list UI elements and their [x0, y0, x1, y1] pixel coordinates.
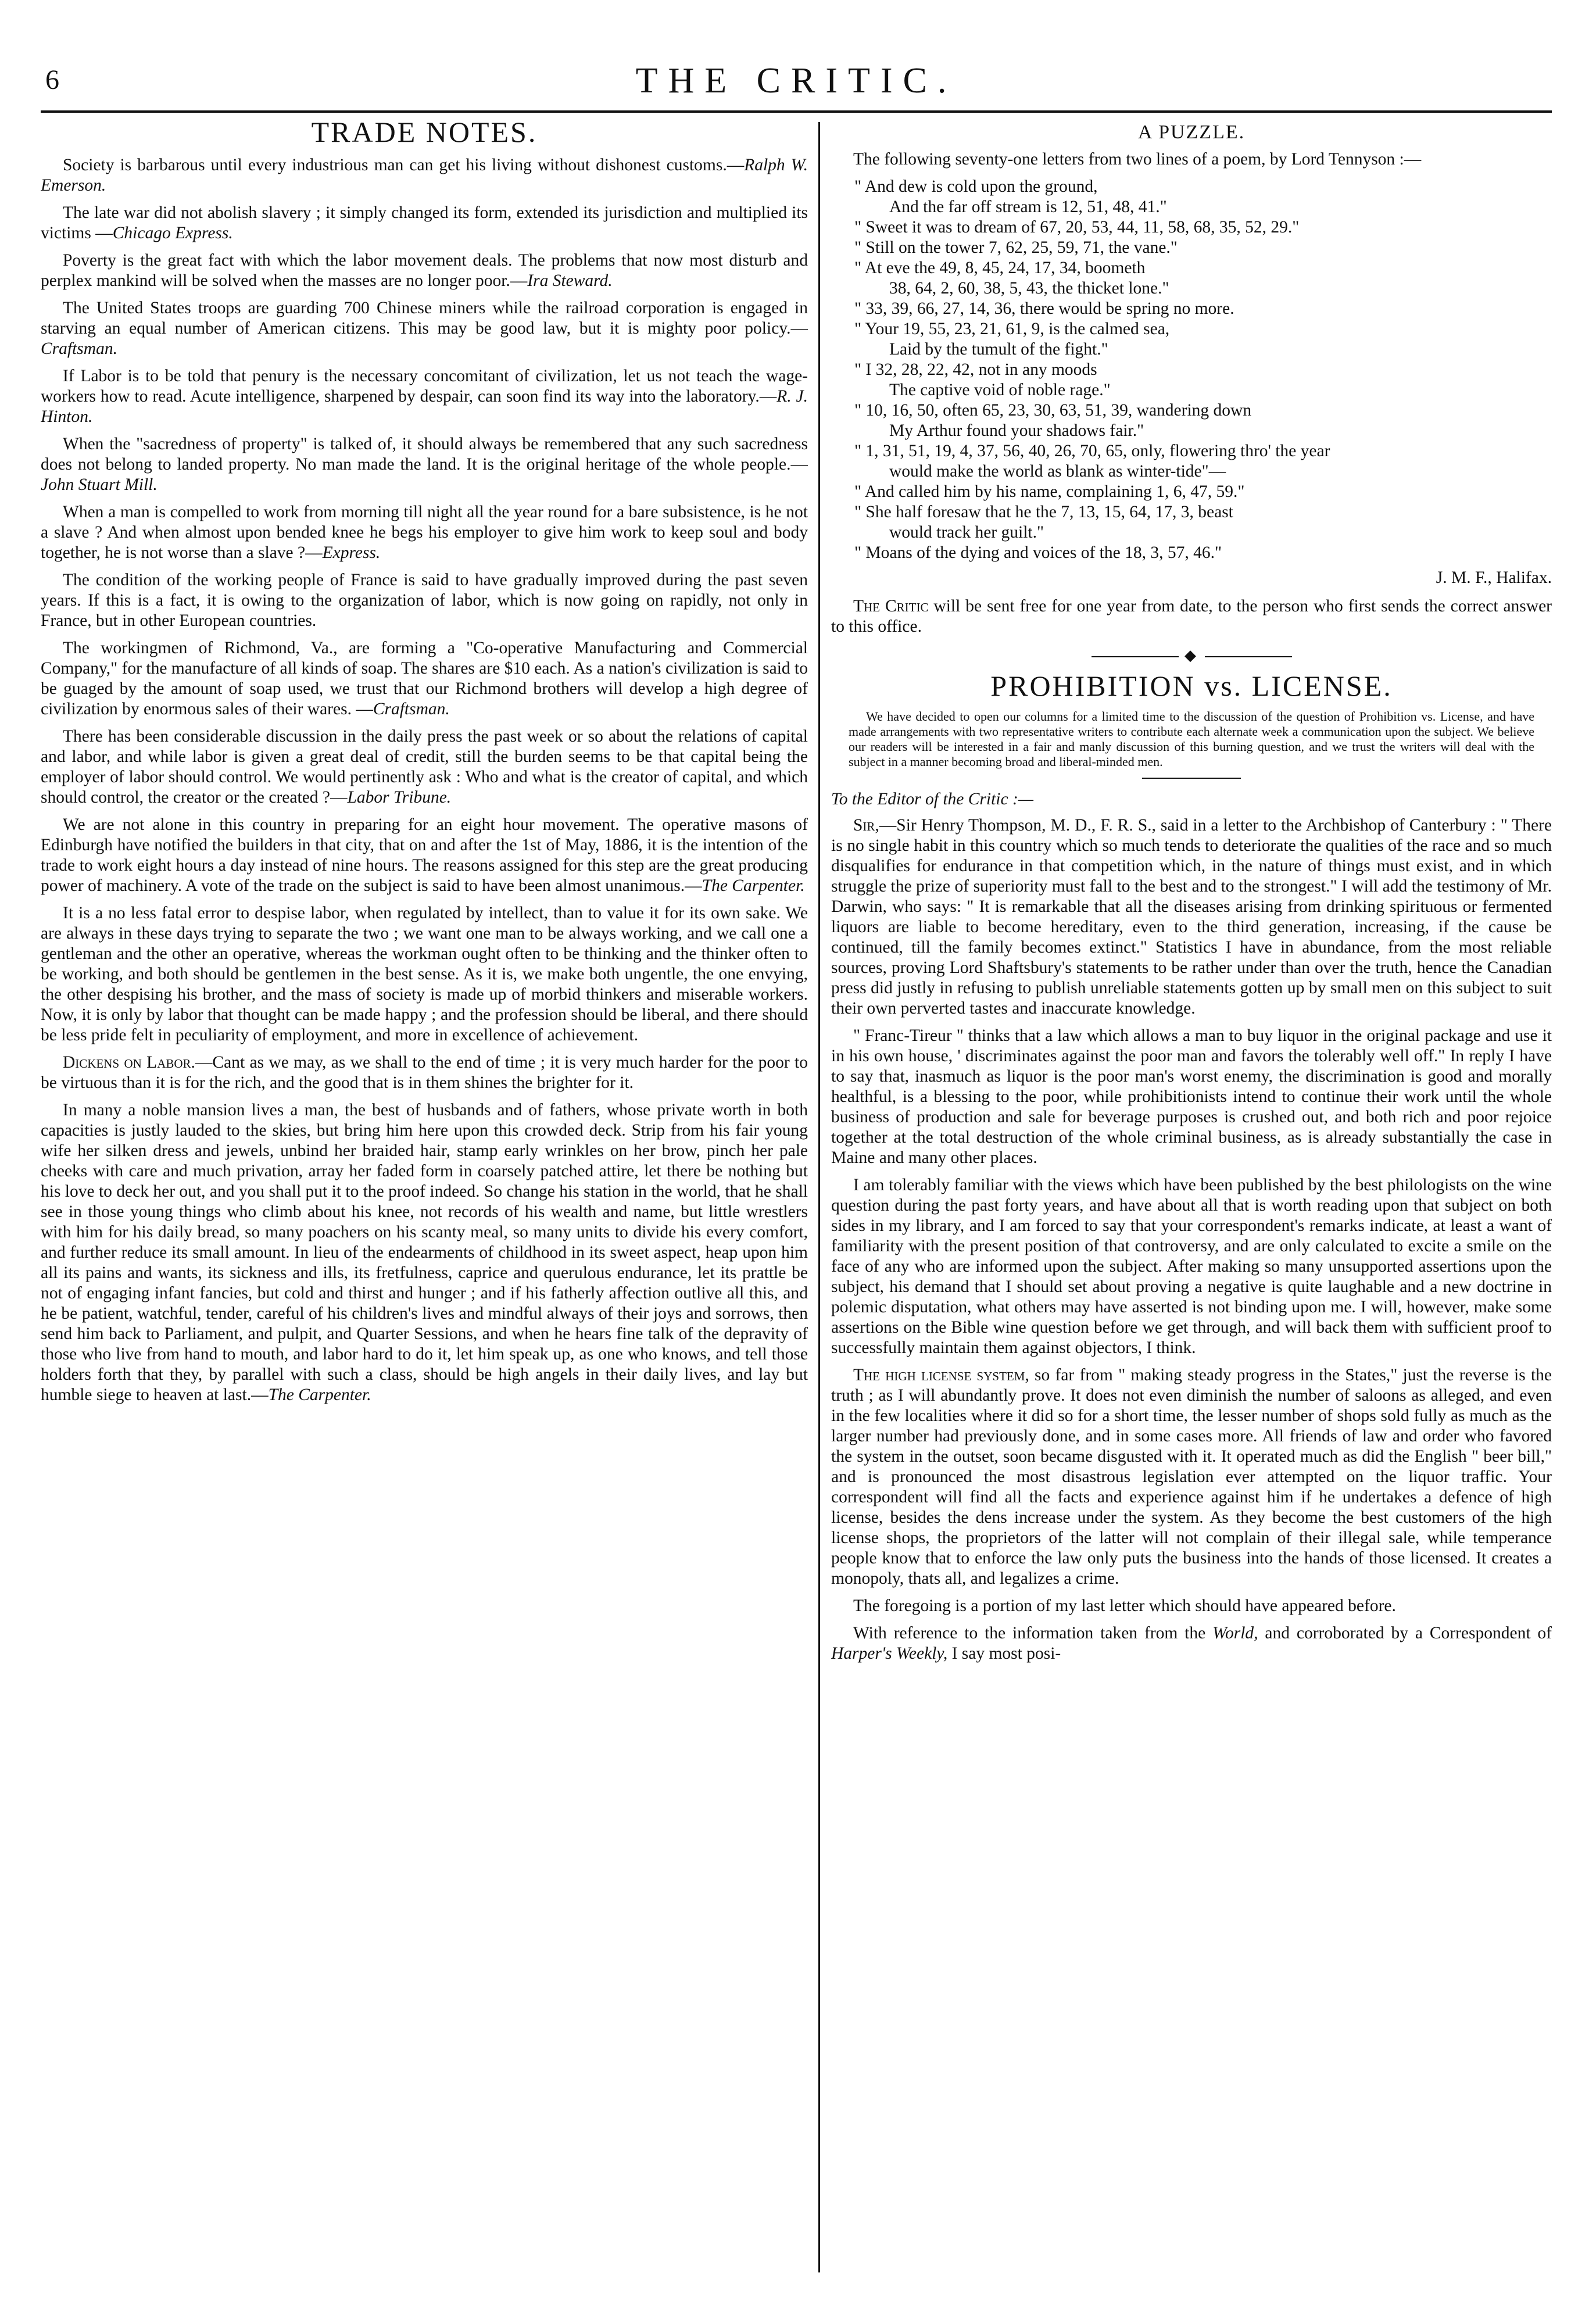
puzzle-line: would make the world as blank as winter-tide"— — [889, 462, 1226, 481]
trade-notes-list — [41, 155, 808, 1046]
right-column — [831, 122, 1552, 2272]
dickens-paragraph — [41, 1053, 808, 1093]
letter-paragraph-4 — [831, 1365, 1552, 1589]
column-divider — [818, 122, 820, 2272]
puzzle-line: And the far off stream is 12, 51, 48, 41." — [889, 198, 1167, 216]
left-column — [41, 122, 808, 2272]
trade-note-source: Labor Tribune. — [347, 788, 452, 807]
puzzle-intro: The following seventy-one letters from two lines of a poem, by Lord Tennyson :— — [853, 150, 1422, 169]
trade-note-item — [41, 366, 808, 427]
trade-note-item — [41, 726, 808, 808]
trade-note-source: R. J. Hinton. — [41, 387, 808, 426]
trade-note-text: The United States troops are guarding 700 Chinese miners while the railroad corporation is engaged in starving an equal number of American citizens. This may be good law, but it is mighty poor policy.— — [41, 299, 808, 338]
puzzle-line: " Your 19, 55, 23, 21, 61, 9, is the calmed sea, — [854, 320, 1170, 338]
puzzle-line: Laid by the tumult of the fight." — [889, 340, 1108, 359]
letter-text-1: —Sir Henry Thompson, M. D., F. R. S., said in a letter to the Archbishop of Canterbury : " There is no single habit in this country which so much tends to deteriorate the qualities of the race and so much disqualifies for endurance in that competition which, in the nature of things must exist, and in which struggle the prize of superiority must fall to the best and to the strongest." I will add the testimony of Mr. Darwin, who says: " It is remarkable that all the diseases arising from drinking spirituous or fermented liquors are liable to become hereditary, even to the third generation, increasing, if the cause be continued, till the family becomes extinct." Statistics I have in abundance, from the most reliable sources, proving Lord Shaftsbury's statements to be rather under than over the truth, hence the Canadian press did justly in refusing to publish unreliable statements gotten up by small men on this subject to suit their own perverted tastes and inaccurate knowledge. — [831, 816, 1552, 1018]
puzzle-line: " 33, 39, 66, 27, 14, 36, there would be spring no more. — [854, 299, 1234, 318]
puzzle-line: " Sweet it was to dream of 67, 20, 53, 44, 11, 58, 68, 35, 52, 29." — [854, 218, 1300, 237]
trade-note-text: When the "sacredness of property" is talked of, it should always be remembered that any such sacredness does not belong to landed property. No man made the land. It is the original heritage of the whole people.— — [41, 435, 808, 474]
trade-note-source: Ralph W. Emerson. — [41, 156, 808, 195]
trade-note-source: Express. — [322, 543, 381, 562]
puzzle-line: " Still on the tower 7, 62, 25, 59, 71, the vane." — [854, 238, 1178, 257]
trade-note-text: It is a no less fatal error to despise labor, when regulated by intellect, than to value it for its own sake. We are always in these days trying to separate the two ; we want one man to be always working, and we call one a gentleman and the other an operative, whereas the workman ought often to be thinking and the thinker often to be working, and both should be gentlemen in the best sense. As it is, we make both ungentle, the one envying, the other despising his brother, and the mass of society is made up of morbid thinkers and miserable workers. Now, it is only by labor that thought can be made happy ; and the profession should be liberal, and there should be less pride felt in peculiarity of employment, and more in excellence of achievement. — [41, 904, 808, 1044]
trade-note-text: The condition of the working people of France is said to have gradually improved during the past seven years. If this is a fact, it is owing to the organization of labor, which is now going on rapidly, not only in France, but in other European countries. — [41, 571, 808, 630]
short-rule — [1142, 778, 1241, 779]
section-ornament: ◆ — [831, 645, 1552, 665]
trade-note-item — [41, 570, 808, 631]
letter-paragraph-1 — [831, 815, 1552, 1019]
puzzle-line: " And called him by his name, complaining 1, 6, 47, 59." — [854, 482, 1245, 501]
salutation: To the Editor of the Critic :— — [831, 790, 1034, 808]
puzzle-signature: J. M. F., Halifax. — [1436, 568, 1552, 587]
puzzle-line: " 10, 16, 50, often 65, 23, 30, 63, 51, 39, wandering down — [854, 401, 1252, 420]
letter-paragraph-2: " Franc-Tireur " thinks that a law which allows a man to buy liquor in the original package and use it in his own house, ' discriminates against the poor man and favors the tolerably well off." In reply I have to say that, inasmuch as liquor is the poor man's worst enemy, the discrimination is good and morally healthful, is a blessing to the poor, while prohibitionists intend to continue their work until the whole business of production and sale for beverage purposes is crushed out, and both rich and poor rejoice together at the total destruction of the whole criminal business, as is already substantially the case in Maine and many other places. — [831, 1026, 1552, 1167]
letter-text-6a: With reference to the information taken from the — [853, 1624, 1213, 1642]
puzzle-note-text: will be sent free for one year from date, to the person who first sends the correct answer to this office. — [831, 597, 1552, 636]
puzzle-line: " At eve the 49, 8, 45, 24, 17, 34, boometh — [854, 259, 1146, 277]
dickens-source: The Carpenter. — [268, 1386, 371, 1404]
trade-note-item — [41, 502, 808, 563]
puzzle-line: " Moans of the dying and voices of the 18, 3, 57, 46." — [854, 543, 1222, 562]
trade-note-item — [41, 155, 808, 196]
letter-text-4: so far from " making steady progress in the States," just the reverse is the truth ; as I will abundantly prove. It does not even diminish the number of saloons as alleged, and even in the few localities where it did so for a short time, the lesser number of shops sold fully as much as the larger number had previously done, and in some cases more. All friends of law and order who favored the system in the outset, soon became disgusted with it. It operated much as did the English " beer bill," and is pronounced the most disastrous legislation ever attempted on the liquor traffic. Your correspondent will find all the facts and experience against him if he undertakes a defence of high license, besides the dens increase under the system. As they become the best customers of the high license shops, the proprietors of the latter will not complain of their illegal sale, while temperance people know that to enforce the law only puts the business into the hands of those licensed. It creates a monopoly, thats all, and legalizes a crime. — [831, 1366, 1552, 1588]
trade-note-item — [41, 903, 808, 1046]
puzzle-poem — [854, 177, 1552, 563]
trade-note-text: Society is barbarous until every industrious man can get his living without dishonest customs.— — [63, 156, 745, 174]
letter-text-6c: I say most posi- — [947, 1644, 1061, 1663]
trade-notes-heading: TRADE NOTES. — [311, 122, 538, 148]
trade-note-text: The late war did not abolish slavery ; it simply changed its form, extended its jurisdiction and multiplied its victims — — [41, 203, 808, 242]
trade-note-text: We are not alone in this country in preparing for an eight hour movement. The operative masons of Edinburgh have notified the builders in that city, that on and after the 1st of May, 1886, it is the intention of the trade to work eight hours a day instead of nine hours. The reasons assigned for this step are the great producing power of machinery. A vote of the trade on the subject is said to have been almost unanimous.— — [41, 815, 808, 895]
trade-note-item — [41, 638, 808, 720]
puzzle-note — [831, 596, 1552, 637]
dickens-lead: Dickens on Labor. — [63, 1053, 195, 1072]
puzzle-line: " I 32, 28, 22, 42, not in any moods — [854, 360, 1097, 379]
page-number: 6 — [45, 65, 59, 95]
trade-note-source: John Stuart Mill. — [41, 475, 158, 494]
puzzle-note-lead: The Critic — [853, 597, 929, 615]
puzzle-line: " And dew is cold upon the ground, — [854, 177, 1098, 196]
trade-note-text: When a man is compelled to work from morning till night all the year round for a bare subsistence, is he not a slave ? And when almost upon bended knee he begs his employer to give him work to keep soul and body together, he is not worse than a slave ?— — [41, 503, 808, 562]
dickens-text: —Cant as we may, as we shall to the end of time ; it is very much harder for the poor to be virtuous than it is for the rich, and the good that is in them shines the brighter for it. — [41, 1053, 808, 1092]
masthead — [41, 58, 1552, 113]
letter-text-6b: and corroborated by a Correspondent of — [1258, 1624, 1552, 1642]
puzzle-line: would track her guilt." — [889, 523, 1044, 542]
trade-note-source: Chicago Express. — [112, 224, 233, 242]
paper-title: THE CRITIC. — [635, 61, 957, 101]
letter-paragraph-3: I am tolerably familiar with the views which have been published by the best philologists on the wine question during the past forty years, and have about all that is worth reading upon that subject on both sides in my library, and I am forced to say that your correspondent's remarks indicate, at least a want of familiarity with the present position of that controversy, and are only calculated to excite a smile on the face of any who are informed upon the subject. After making so many unsupported assertions upon the subject, his demand that I should set about proving a negative is quite laughable and a new doctrine in polemic disputation, what others may have asserted is not binding upon me. I will, however, make some assertions on the Bible wine question before we get through, and will back them with sufficient proof to successfully maintain them against objectors, I think. — [831, 1176, 1552, 1357]
dickens-text-2: In many a noble mansion lives a man, the best of husbands and of fathers, whose private worth in both capacities is justly lauded to the skies, but bring him here upon this crowded deck. Strip from his fair young wife her silken dress and jewels, unbind her braided hair, stamp early wrinkles on her brow, pinch her pale cheeks with care and much privation, array her faded form in coarsely patched attire, let there be nothing but his love to deck her out, and you shall put it to the proof indeed. So change his station in the world, that he shall see in those young things who climb about his knee, not records of his wealth and name, but little wrestlers with him for his daily bread, so many poachers on his scanty meal, so many units to divide his every comfort, and further reduce its small amount. In lieu of the endearments of childhood in its sweet aspect, heap upon him all its pains and wants, its sickness and ills, its fretfulness, caprice and querulous endurance, let its prattle be not of engaging infant fancies, but cold and thirst and hunger ; and if his fatherly affection outlive all this, and he be patient, watchful, tender, careful of his children's lives and mindful always of their joys and sorrows, then send him back to Parliament, and pulpit, and Quarter Sessions, and when he hears fine talk of the depravity of those who live from hand to mouth, and labor hard to do it, let him speak up, as one who knows, and tell those holders forth that they, by parallel with such a class, should be high angels in their daily lives, and lay but humble siege to heaven at last.— — [41, 1101, 808, 1404]
trade-note-item — [41, 250, 808, 291]
trade-note-item — [41, 298, 808, 359]
trade-note-source: The Carpenter. — [702, 876, 805, 895]
letter-lead: Sir, — [853, 816, 879, 835]
dickens-paragraph-2 — [41, 1100, 808, 1405]
letter-paragraph-5: The foregoing is a portion of my last letter which should have appeared before. — [853, 1597, 1396, 1615]
prohibition-heading: PROHIBITION vs. LICENSE. — [990, 670, 1393, 702]
trade-note-text: If Labor is to be told that penury is the necessary concomitant of civilization, let us not teach the wage-workers how to read. Acute intelligence, sharpened by despair, can soon find its way into the laboratory.— — [41, 367, 808, 406]
trade-note-source: Craftsman. — [41, 339, 117, 358]
puzzle-line: " She half foresaw that he the 7, 13, 15, 64, 17, 3, beast — [854, 503, 1233, 521]
harpers-ref: Harper's Weekly, — [831, 1644, 948, 1663]
trade-note-source: Craftsman. — [373, 700, 450, 718]
puzzle-line: 38, 64, 2, 60, 38, 5, 43, the thicket lone." — [889, 279, 1169, 298]
trade-note-text: Poverty is the great fact with which the labor movement deals. The problems that now most disturb and perplex mankind will be solved when the masses are no longer poor.— — [41, 251, 808, 290]
puzzle-line: My Arthur found your shadows fair." — [889, 421, 1144, 440]
trade-note-text: The workingmen of Richmond, Va., are forming a "Co-operative Manufacturing and Commercial Company," for the manufacture of all kinds of soap. The shares are $10 each. As a nation's civilization is said to be guaged by the amount of soap used, we trust that our Richmond brothers will develop a high degree of civilization by enormous sales of their wares. — — [41, 639, 808, 718]
trade-note-item — [41, 434, 808, 495]
puzzle-line: The captive void of noble rage." — [889, 381, 1111, 399]
trade-note-item — [41, 815, 808, 896]
editor-note: We have decided to open our columns for a limited time to the discussion of the question of Prohibition vs. License, and have made arrangements with two representative writers to contribute each alternate week a communication upon the subject. We believe our readers will be interested in a fair and manly discussion of this burning question, and we trust the writers will deal with the subject in a manner becoming broad and liberal-minded men. — [849, 709, 1534, 769]
trade-note-item — [41, 203, 808, 244]
trade-note-source: Ira Steward. — [527, 271, 613, 290]
letter-paragraph-6 — [831, 1623, 1552, 1664]
trade-note-text: There has been considerable discussion in the daily press the past week or so about the relations of capital and labor, and while labor is given a great deal of credit, still the burden seems to be that capital being the employer of labor should control. We would pertinently ask : Who and what is the creator of capital, and which should control, the creator or the created ?— — [41, 727, 808, 807]
high-license-lead: The high license system, — [853, 1366, 1029, 1384]
world-ref: World, — [1212, 1624, 1258, 1642]
puzzle-heading: A PUZZLE. — [1137, 122, 1246, 143]
puzzle-line: " 1, 31, 51, 19, 4, 37, 56, 40, 26, 70, 65, only, flowering thro' the year — [854, 442, 1330, 460]
